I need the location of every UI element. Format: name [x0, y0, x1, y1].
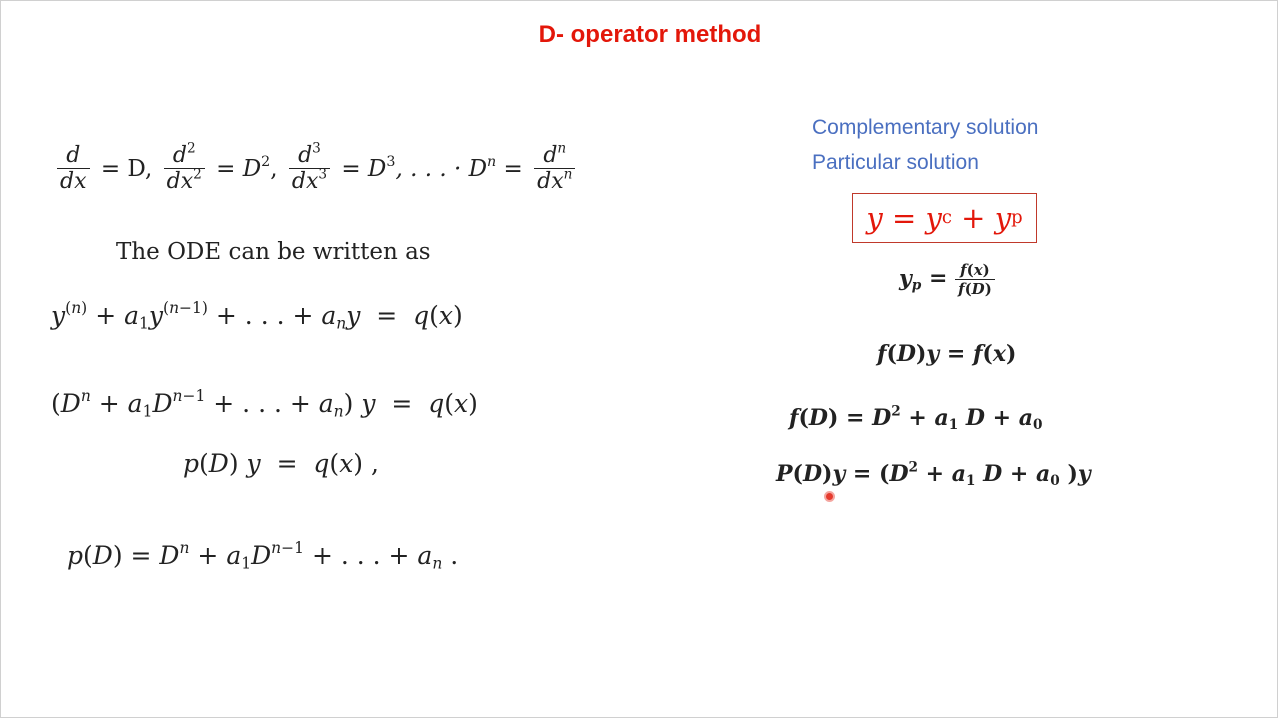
p-of-d-definition: $p(D) = D^n + a_1D^{n-1}$ + . . . + $a_n$ .: [67, 539, 459, 573]
fraction-d2-dx2: $\frac{d^2}{dx^2}$: [164, 143, 205, 194]
fraction-dn-dxn: $\frac{d^n}{dx^n}$: [534, 143, 575, 194]
ode-intro-text: The ODE can be written as: [116, 239, 431, 265]
f-d-definition: $f(D) = D^2 + a_1$ $D + a_0$: [789, 403, 1043, 434]
laser-pointer-icon: [824, 491, 835, 502]
p-d-y-definition: $P(D)y = (D^2 + a_1$ $D + a_0$ )y: [776, 459, 1091, 490]
ode-operator-equation: ($D^n + a_1D^{n-1}$ + . . . + $a_n$) y = q(x): [51, 387, 478, 421]
particular-solution-label: Particular solution: [812, 151, 979, 174]
general-solution-box: y = y c + y p: [852, 193, 1037, 243]
complementary-solution-label: Complementary solution: [812, 116, 1039, 139]
operator-definitions: $\frac{d}{dx}$ = D, $\frac{d^2}{dx^2}$ = $D^2$, $\frac{d^3}{dx^3}$ = $D^3$, . . . · $D^n$ = $\frac{d^n}{dx^n}$: [57, 143, 575, 194]
f-d-y-equation: f(D)y = f(x): [877, 341, 1017, 367]
ode-general-equation: $y^{(n)} + a_1y^{(n-1)}$ + . . . + $a_ny = q(x)$: [51, 299, 463, 333]
particular-solution-formula: $y_p$ = $\frac{f(x)}{f(D)}$: [899, 261, 995, 298]
ode-compact-equation: p(D) y = q(x) ,: [183, 449, 379, 478]
fraction-d3-dx3: $\frac{d^3}{dx^3}$: [289, 143, 330, 194]
fraction-d-dx: $\frac{d}{dx}$: [57, 143, 90, 194]
slide-title: D- operator method: [538, 21, 762, 48]
